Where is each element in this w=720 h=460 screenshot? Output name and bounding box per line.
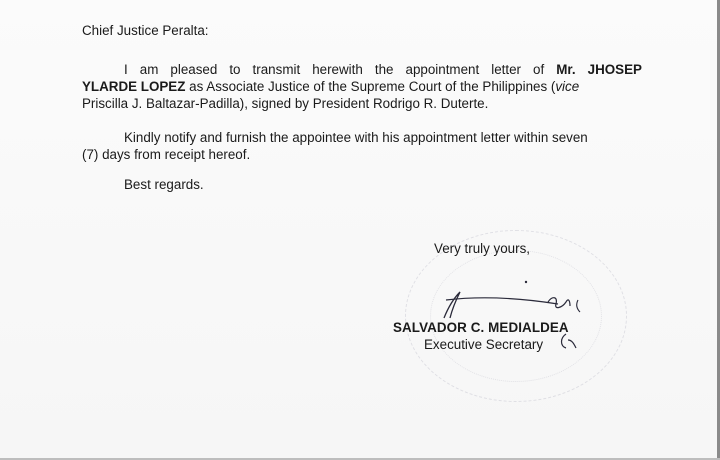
signer-name: SALVADOR C. MEDIALDEA bbox=[393, 320, 569, 335]
paragraph-transmittal bbox=[82, 61, 642, 112]
best-regards: Best regards. bbox=[124, 177, 204, 192]
complimentary-close: Very truly yours, bbox=[434, 241, 530, 256]
signature-icon bbox=[430, 278, 590, 322]
paragraph-instruction-line-2: (7) days from receipt hereof. bbox=[82, 147, 251, 162]
paragraph-transmittal-line-3: Priscilla J. Baltazar-Padilla), signed by President Rodrigo R. Duterte. bbox=[82, 96, 489, 111]
appointee-name-part-2: YLARDE LOPEZ bbox=[82, 79, 186, 94]
initials-icon bbox=[556, 330, 580, 352]
transmittal-text: I am pleased to transmit herewith the appointment letter of bbox=[124, 62, 545, 77]
vice-italic: vice bbox=[555, 79, 580, 94]
appointee-name-part-1: Mr. JHOSEP bbox=[556, 62, 642, 77]
transmittal-position-text: as Associate Justice of the Supreme Court of the Philippines ( bbox=[185, 79, 556, 94]
paragraph-transmittal-line-1 bbox=[82, 61, 642, 78]
paragraph-instruction bbox=[82, 129, 642, 163]
paragraph-instruction-line-1: Kindly notify and furnish the appointee with his appointment letter within seven bbox=[124, 130, 588, 145]
paragraph-transmittal-line-2 bbox=[82, 78, 642, 95]
signer-title: Executive Secretary bbox=[424, 337, 544, 352]
salutation: Chief Justice Peralta: bbox=[82, 23, 209, 38]
